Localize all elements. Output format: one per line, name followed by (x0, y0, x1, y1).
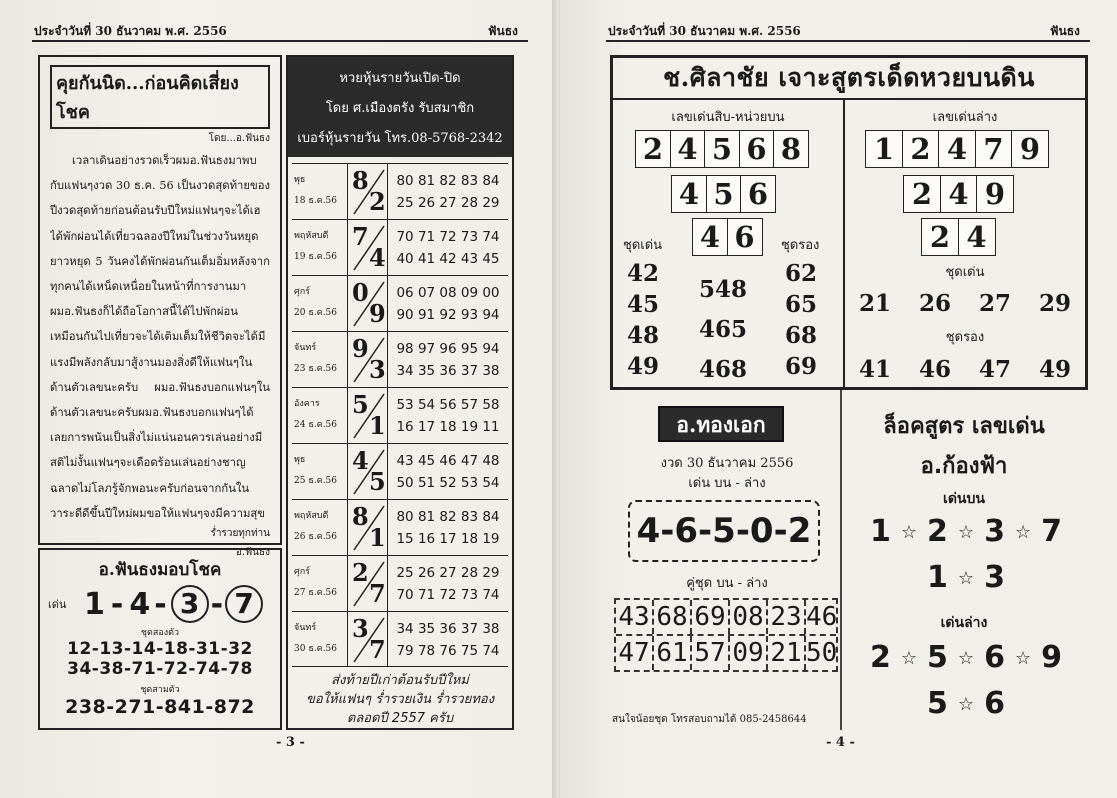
stock-day-cell (292, 164, 348, 219)
stock-numbers (388, 332, 508, 387)
two-digit-label: ชุดสองตัว (140, 628, 180, 638)
lucky-box (38, 548, 282, 730)
digit-box: 4 (940, 175, 978, 213)
digit-box: 9 (976, 175, 1014, 213)
stock-footer-1: ส่งท้ายปีเก่าต้อนรับปีใหม่ (331, 673, 469, 688)
pair-cell: 61 (654, 636, 692, 670)
digit-box: 4 (958, 218, 996, 256)
stock-row (292, 443, 508, 499)
stock-line-2: 40 41 42 43 45 (396, 251, 500, 267)
digit-box: 2 (903, 175, 941, 213)
header-rule (606, 40, 1090, 42)
article-sign-2: อ.ฟันธง (235, 547, 270, 558)
stock-row (292, 331, 508, 387)
stock-date: 24 ธ.ค.56 (294, 420, 338, 430)
header-rule (32, 40, 528, 42)
lucky-digit-1: 1 (84, 586, 105, 622)
stock-day: พฤหัสบดี (294, 511, 329, 521)
number: 69 (785, 353, 818, 380)
stock-pair-cell (348, 388, 388, 443)
stock-pair-cell (348, 556, 388, 611)
stock-line-2: 34 35 36 37 38 (396, 363, 500, 379)
lock-number: 5 (927, 640, 948, 675)
pair-cell: 69 (692, 600, 730, 634)
lock-number: 1 (927, 560, 948, 595)
header-name: ฟันธง (488, 24, 518, 38)
stock-pair-cell (348, 444, 388, 499)
stock-date: 20 ธ.ค.56 (294, 308, 338, 318)
lock-number: 1 (870, 514, 891, 549)
stock-date: 19 ธ.ค.56 (294, 252, 338, 262)
digit-box: 2 (635, 130, 671, 168)
lock-bottom-label: เด่นล่าง (940, 615, 988, 631)
stock-day-cell (292, 444, 348, 499)
lock-number: 6 (984, 640, 1005, 675)
number: 68 (785, 322, 818, 349)
star-icon: ☆ (957, 522, 975, 543)
lucky-lead-label: เด่น (48, 598, 67, 611)
star-icon: ☆ (1014, 648, 1032, 669)
stock-numbers (388, 276, 508, 331)
stock-line-2: 50 51 52 53 54 (396, 475, 500, 491)
sila-main-col (627, 258, 659, 382)
stock-row (292, 499, 508, 555)
sila-box (610, 55, 1088, 390)
stock-numbers (388, 220, 508, 275)
pair-cell: 57 (692, 636, 730, 670)
stock-title-3: เบอร์หุ้นรายวัน โทร.08-5768-2342 (297, 131, 503, 146)
lock-top-row-2 (856, 560, 1076, 595)
lucky-digit-3: 3 (171, 585, 209, 623)
stock-day-cell (292, 556, 348, 611)
stock-day: ศุกร์ (294, 287, 310, 297)
stock-day-cell (292, 612, 348, 666)
sila-right-alt-label: ชุดรอง (945, 330, 985, 345)
sila-left-row-3 (692, 218, 761, 256)
stock-date: 27 ธ.ค.56 (294, 588, 338, 598)
digit-box: 2 (921, 218, 959, 256)
sila-right-row-3 (921, 218, 994, 256)
sila-left-row-2 (671, 175, 775, 213)
thong-pairs-row-1 (616, 600, 836, 636)
stock-numbers (388, 500, 508, 555)
stock-bottom: 2 (369, 187, 386, 216)
stock-footer (288, 671, 512, 728)
sila-right-alt (845, 356, 1085, 383)
thong-pair-label: คู่ชุด บน - ล่าง (686, 576, 768, 591)
number: 46 (918, 356, 951, 383)
stock-title-2: โดย ศ.เมืองตรัง รับสมาชิก (325, 101, 475, 116)
sila-mid-col (699, 270, 747, 390)
stock-day: พุธ (294, 455, 306, 465)
lucky-digit-4: 7 (225, 585, 263, 623)
stock-row (292, 611, 508, 667)
lucky-lead-row: เด่น 1 - 4 - 3 - 7 (48, 585, 272, 623)
stock-title-1: หวยหุ้นรายวันเปิด-ปิด (339, 71, 461, 86)
sila-right-main (845, 290, 1085, 317)
digit-box: 4 (938, 130, 976, 168)
sila-left-label: เลขเด่นสิบ-หน่วยบน (671, 110, 785, 125)
lock-bottom-row-2 (856, 686, 1076, 721)
stock-header (288, 57, 512, 157)
stock-line-1: 70 71 72 73 74 (396, 229, 500, 245)
thong-lead: 4-6-5-0-2 (628, 500, 820, 562)
lock-number: 6 (984, 686, 1005, 721)
lock-title-2: อ.ก้องฟ้า (920, 454, 1008, 479)
stock-day-cell (292, 332, 348, 387)
pair-cell: 50 (806, 638, 838, 668)
digit-box: 6 (739, 130, 775, 168)
stock-top: 3 (352, 614, 369, 643)
lucky-title: อ.ฟันธงมอบโชค (98, 560, 222, 580)
stock-line-1: 06 07 08 09 00 (396, 285, 500, 301)
star-icon: ☆ (1014, 522, 1032, 543)
stock-top: 2 (352, 558, 369, 587)
stock-row (292, 219, 508, 275)
stock-day: ศุกร์ (294, 567, 310, 577)
pair-cell: 43 (616, 600, 654, 634)
stock-bottom: 1 (369, 523, 386, 552)
article-box (38, 55, 282, 558)
stock-date: 26 ธ.ค.56 (294, 532, 338, 542)
stock-numbers (388, 612, 508, 666)
article-body: เวลาเดินอย่างรวดเร็วผมอ.ฟันธงมาพบกับแฟนๆงวด 30 ธ.ค. 56 เป็นงวดสุดท้ายของปีงวดสุดท้ายก่อนต้อนรับปีใหม่แฟนๆจะได้เฮได้พักผ่อนได้เที่ยวฉลองปีใหม่ในช่วงวันหยุดยาวหยุด 5 วันคงได้พักผ่อนกันเต็มอิ่มหลังจากทุกคนได้เหน็ดเหนื่อยในหน้าที่การงานมาผมอ.ฟันธงก็ได้ถือโอกาสนี้ได้ไปพักผ่อนเหมือนกันไปเที่ยวจะได้เติมเต็มให้ชีวิตจะได้มีแรงมีพลังกลับมาสู้งานมองสิ่งดีให้แฟนๆในด้านตัวเลขนะครับ ผมอ.ฟันธงบอกแฟนๆในด้านตัวเลขนะครับผมอ.ฟันธงบอกแฟนๆได้เลยการพนันเป็นสิ่งไม่แน่นอนควรเล่นอย่างมีสติไม่งั้นแฟนๆจะเดือดร้อนเล่นอย่างชาญฉลาดไม่โลภรู้จักพอนะครับก่อนจากกันในวาระดีดีขึ้นปีใหม่ผมขอให้แฟนๆจงมีความสุข (50, 154, 270, 520)
sila-right-label: เลขเด่นล่าง (932, 110, 998, 125)
digit-box: 1 (865, 130, 903, 168)
stock-top: 9 (352, 334, 369, 363)
stock-line-1: 80 81 82 83 84 (396, 509, 500, 525)
number: 65 (785, 291, 818, 318)
stock-row (292, 275, 508, 331)
number: 465 (699, 316, 748, 343)
right-page (560, 0, 1117, 798)
lock-number: 5 (927, 686, 948, 721)
lower-divider (840, 390, 842, 730)
stock-line-1: 53 54 56 57 58 (396, 397, 500, 413)
number: 21 (858, 290, 891, 317)
article-byline: โดย...อ.ฟันธง (208, 133, 270, 144)
number: 49 (627, 353, 660, 380)
digit-box: 5 (704, 130, 740, 168)
stock-line-1: 34 35 36 37 38 (396, 621, 500, 637)
stock-line-1: 43 45 46 47 48 (396, 453, 500, 469)
stock-bottom: 7 (369, 579, 386, 608)
stock-bottom: 1 (369, 411, 386, 440)
pair-cell: 47 (616, 636, 654, 670)
stock-footer-2: ขอให้แฟนๆ ร่ำรวยเงิน ร่ำรวยทอง (305, 692, 495, 707)
lock-number: 2 (927, 514, 948, 549)
two-digit-line-2: 34-38-71-72-74-78 (67, 659, 253, 679)
stock-bottom: 7 (369, 635, 386, 664)
number: 29 (1038, 290, 1071, 317)
stock-line-1: 80 81 82 83 84 (396, 173, 500, 189)
stock-day-cell (292, 220, 348, 275)
digit-box: 8 (773, 130, 809, 168)
three-digit-line: 238-271-841-872 (65, 696, 255, 718)
sila-right-row-1 (865, 130, 1048, 168)
stock-date: 25 ธ.ค.56 (294, 476, 338, 486)
digit-box: 9 (1011, 130, 1049, 168)
thong-date: งวด 30 ธันวาคม 2556 (660, 456, 794, 471)
stock-day: อังคาร (294, 399, 320, 409)
stock-day-cell (292, 276, 348, 331)
digit-box: 4 (671, 175, 707, 213)
star-icon: ☆ (957, 648, 975, 669)
stock-pair-cell (348, 164, 388, 219)
number: 468 (699, 356, 748, 383)
stock-bottom: 9 (369, 299, 386, 328)
star-icon: ☆ (957, 694, 975, 715)
sila-main-label: ชุดเด่น (623, 238, 663, 253)
stock-day: จันทร์ (294, 623, 317, 633)
sila-alt-col (785, 258, 817, 382)
stock-top: 8 (352, 166, 369, 195)
stock-top: 5 (352, 390, 369, 419)
star-icon: ☆ (957, 568, 975, 589)
sila-right-main-label: ชุดเด่น (945, 265, 985, 280)
stock-line-2: 90 91 92 93 94 (396, 307, 500, 323)
article-title: คุยกันนิด...ก่อนคิดเสี่ยงโชค (50, 65, 270, 129)
stock-date: 30 ธ.ค.56 (294, 644, 338, 654)
digit-box: 6 (740, 175, 776, 213)
lock-top-row-1 (856, 514, 1076, 549)
pair-cell: 21 (768, 636, 806, 670)
thong-sub: เด่น บน - ล่าง (688, 476, 766, 491)
lock-number: 3 (984, 514, 1005, 549)
digit-box: 4 (692, 218, 728, 256)
lock-title-1: ล็อคสูตร เลขเด่น (883, 414, 1045, 439)
header-date: ประจำวันที่ 30 ธันวาคม พ.ศ. 2556 (34, 24, 227, 38)
stock-line-2: 25 26 27 28 29 (396, 195, 500, 211)
stock-pair-cell (348, 500, 388, 555)
thong-pairs-grid (614, 598, 838, 672)
pair-cell: 08 (730, 600, 768, 634)
three-digit-label: ชุดสามตัว (140, 685, 180, 695)
stock-day: พุธ (294, 175, 306, 185)
pair-cell: 23 (768, 600, 806, 634)
sila-right-row-2 (903, 175, 1013, 213)
stock-table (288, 163, 512, 667)
star-icon: ☆ (900, 522, 918, 543)
stock-pair-cell (348, 276, 388, 331)
stock-top: 8 (352, 502, 369, 531)
number: 27 (978, 290, 1011, 317)
number: 48 (627, 322, 660, 349)
lock-number: 3 (984, 560, 1005, 595)
digit-box: 2 (902, 130, 940, 168)
digit-box: 6 (727, 218, 763, 256)
stock-top: 4 (352, 446, 369, 475)
star-icon: ☆ (900, 648, 918, 669)
sila-alt-label: ชุดรอง (781, 238, 820, 253)
number: 49 (1038, 356, 1071, 383)
lock-number: 9 (1041, 640, 1062, 675)
stock-date: 18 ธ.ค.56 (294, 196, 338, 206)
stock-numbers (388, 556, 508, 611)
stock-footer-3: ตลอดปี 2557 ครับ (346, 711, 454, 726)
stock-bottom: 5 (369, 467, 386, 496)
thong-title: อ.ทองเอก (658, 406, 784, 442)
number: 42 (627, 260, 660, 287)
stock-day: พฤหัสบดี (294, 231, 329, 241)
stock-numbers (388, 388, 508, 443)
number: 62 (785, 260, 818, 287)
stock-box (286, 55, 514, 730)
stock-line-2: 70 71 72 73 74 (396, 587, 500, 603)
stock-day-cell (292, 500, 348, 555)
stock-date: 23 ธ.ค.56 (294, 364, 338, 374)
digit-box: 5 (706, 175, 742, 213)
page-number: - 4 - (826, 735, 855, 750)
number: 548 (699, 276, 748, 303)
stock-line-1: 25 26 27 28 29 (396, 565, 500, 581)
lucky-digit-2: 4 (129, 586, 151, 622)
thong-contact: สนใจน้อยชุด โทรสอบถามได้ 085-2458644 (612, 714, 807, 725)
stock-day: จันทร์ (294, 343, 317, 353)
digit-box: 4 (670, 130, 706, 168)
stock-line-2: 16 17 18 19 11 (396, 419, 500, 435)
left-page (0, 0, 556, 798)
number: 26 (918, 290, 951, 317)
stock-top: 0 (352, 278, 369, 307)
thong-pairs-row-2 (616, 636, 836, 670)
number: 45 (627, 291, 660, 318)
stock-line-2: 15 16 17 18 19 (396, 531, 500, 547)
stock-row (292, 387, 508, 443)
stock-numbers (388, 444, 508, 499)
pair-cell: 46 (806, 602, 838, 632)
lock-number: 7 (1041, 514, 1062, 549)
stock-pair-cell (348, 332, 388, 387)
lock-top-label: เด่นบน (943, 491, 985, 507)
stock-line-2: 79 78 76 75 74 (396, 643, 500, 659)
number: 47 (978, 356, 1011, 383)
lock-bottom-row-1 (856, 640, 1076, 675)
stock-top: 7 (352, 222, 369, 251)
page-number: - 3 - (276, 735, 305, 750)
stock-bottom: 3 (369, 355, 386, 384)
stock-day-cell (292, 388, 348, 443)
stock-row (292, 163, 508, 219)
stock-numbers (388, 164, 508, 219)
stock-pair-cell (348, 612, 388, 666)
pair-cell: 68 (654, 600, 692, 634)
sila-title: ช.ศิลาชัย เจาะสูตรเด็ดหวยบนดิน (613, 58, 1085, 100)
article-sign-1: ร่ำรวยทุกท่าน (210, 528, 270, 539)
number: 41 (858, 356, 891, 383)
header-name: ฟันธง (1050, 24, 1080, 38)
header-date: ประจำวันที่ 30 ธันวาคม พ.ศ. 2556 (608, 24, 801, 38)
digit-box: 7 (975, 130, 1013, 168)
pair-cell: 09 (730, 636, 768, 670)
sila-left-row-1 (635, 130, 808, 168)
stock-bottom: 4 (369, 243, 386, 272)
lock-number: 2 (870, 640, 891, 675)
two-digit-line-1: 12-13-14-18-31-32 (67, 639, 253, 659)
stock-pair-cell (348, 220, 388, 275)
stock-line-1: 98 97 96 95 94 (396, 341, 500, 357)
stock-row (292, 555, 508, 611)
